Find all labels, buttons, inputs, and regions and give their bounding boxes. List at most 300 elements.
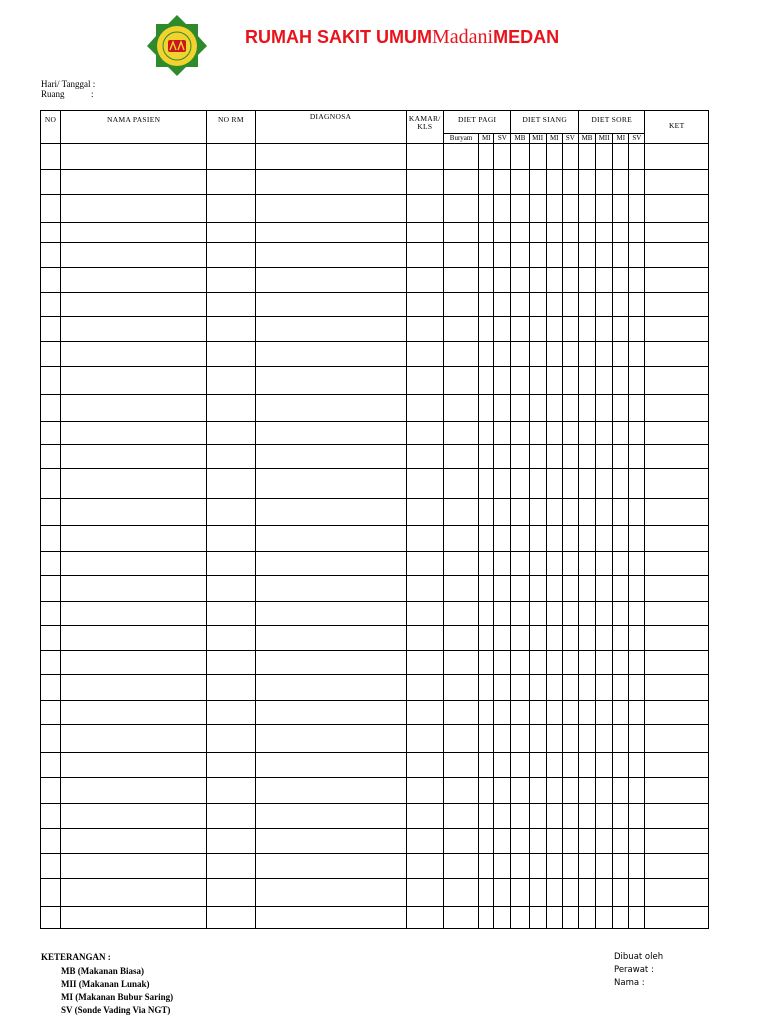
table-cell[interactable] — [629, 576, 645, 602]
table-cell[interactable] — [61, 804, 207, 829]
table-cell[interactable] — [406, 626, 443, 651]
table-cell[interactable] — [406, 367, 443, 395]
table-cell[interactable] — [479, 195, 494, 223]
table-cell[interactable] — [207, 395, 255, 422]
table-cell[interactable] — [645, 445, 709, 469]
table-cell[interactable] — [443, 317, 478, 342]
table-cell[interactable] — [613, 422, 629, 445]
table-cell[interactable] — [596, 778, 613, 804]
table-cell[interactable] — [406, 576, 443, 602]
table-cell[interactable] — [645, 576, 709, 602]
table-cell[interactable] — [578, 854, 595, 879]
table-cell[interactable] — [529, 469, 546, 499]
table-cell[interactable] — [546, 854, 562, 879]
table-cell[interactable] — [255, 576, 406, 602]
table-cell[interactable] — [562, 223, 578, 243]
table-cell[interactable] — [443, 422, 478, 445]
table-cell[interactable] — [529, 395, 546, 422]
table-cell[interactable] — [546, 367, 562, 395]
table-cell[interactable] — [255, 602, 406, 626]
table-cell[interactable] — [578, 243, 595, 268]
table-cell[interactable] — [562, 144, 578, 170]
table-cell[interactable] — [479, 243, 494, 268]
table-cell[interactable] — [546, 243, 562, 268]
table-cell[interactable] — [562, 626, 578, 651]
table-cell[interactable] — [511, 445, 529, 469]
table-cell[interactable] — [494, 268, 511, 293]
table-cell[interactable] — [629, 879, 645, 907]
table-cell[interactable] — [613, 854, 629, 879]
table-cell[interactable] — [529, 753, 546, 778]
table-cell[interactable] — [479, 753, 494, 778]
table-cell[interactable] — [443, 223, 478, 243]
table-cell[interactable] — [406, 778, 443, 804]
table-cell[interactable] — [41, 342, 61, 367]
table-cell[interactable] — [494, 422, 511, 445]
table-cell[interactable] — [479, 725, 494, 753]
table-cell[interactable] — [61, 701, 207, 725]
table-cell[interactable] — [479, 854, 494, 879]
table-cell[interactable] — [443, 626, 478, 651]
table-cell[interactable] — [207, 445, 255, 469]
table-cell[interactable] — [479, 499, 494, 526]
table-cell[interactable] — [207, 576, 255, 602]
table-cell[interactable] — [546, 753, 562, 778]
table-cell[interactable] — [645, 701, 709, 725]
table-cell[interactable] — [479, 701, 494, 725]
table-cell[interactable] — [629, 829, 645, 854]
table-cell[interactable] — [494, 144, 511, 170]
table-cell[interactable] — [562, 499, 578, 526]
table-cell[interactable] — [546, 395, 562, 422]
table-cell[interactable] — [596, 195, 613, 223]
table-cell[interactable] — [494, 651, 511, 675]
table-cell[interactable] — [511, 626, 529, 651]
table-cell[interactable] — [578, 602, 595, 626]
table-cell[interactable] — [41, 602, 61, 626]
table-cell[interactable] — [406, 195, 443, 223]
table-cell[interactable] — [41, 804, 61, 829]
table-cell[interactable] — [613, 701, 629, 725]
table-cell[interactable] — [546, 342, 562, 367]
table-cell[interactable] — [207, 195, 255, 223]
table-cell[interactable] — [207, 144, 255, 170]
table-cell[interactable] — [511, 367, 529, 395]
table-cell[interactable] — [494, 701, 511, 725]
table-cell[interactable] — [562, 753, 578, 778]
table-cell[interactable] — [494, 195, 511, 223]
table-cell[interactable] — [596, 144, 613, 170]
table-cell[interactable] — [406, 469, 443, 499]
table-cell[interactable] — [443, 602, 478, 626]
table-cell[interactable] — [479, 395, 494, 422]
table-cell[interactable] — [546, 144, 562, 170]
table-cell[interactable] — [613, 223, 629, 243]
table-cell[interactable] — [562, 651, 578, 675]
table-cell[interactable] — [511, 829, 529, 854]
table-cell[interactable] — [61, 223, 207, 243]
table-cell[interactable] — [596, 552, 613, 576]
table-cell[interactable] — [41, 243, 61, 268]
table-cell[interactable] — [629, 144, 645, 170]
table-cell[interactable] — [529, 445, 546, 469]
table-cell[interactable] — [479, 675, 494, 701]
table-cell[interactable] — [596, 243, 613, 268]
table-cell[interactable] — [207, 626, 255, 651]
table-cell[interactable] — [613, 526, 629, 552]
table-cell[interactable] — [479, 342, 494, 367]
table-cell[interactable] — [546, 626, 562, 651]
table-cell[interactable] — [629, 907, 645, 929]
table-cell[interactable] — [479, 367, 494, 395]
table-cell[interactable] — [255, 675, 406, 701]
table-cell[interactable] — [255, 651, 406, 675]
table-cell[interactable] — [511, 651, 529, 675]
table-cell[interactable] — [645, 195, 709, 223]
table-cell[interactable] — [406, 445, 443, 469]
table-cell[interactable] — [494, 725, 511, 753]
table-cell[interactable] — [443, 293, 478, 317]
table-cell[interactable] — [629, 317, 645, 342]
table-cell[interactable] — [562, 317, 578, 342]
table-cell[interactable] — [406, 725, 443, 753]
table-cell[interactable] — [443, 195, 478, 223]
table-cell[interactable] — [511, 268, 529, 293]
table-cell[interactable] — [629, 701, 645, 725]
table-cell[interactable] — [578, 268, 595, 293]
table-cell[interactable] — [61, 342, 207, 367]
table-cell[interactable] — [546, 804, 562, 829]
table-cell[interactable] — [511, 879, 529, 907]
table-cell[interactable] — [529, 829, 546, 854]
table-cell[interactable] — [562, 469, 578, 499]
table-cell[interactable] — [529, 854, 546, 879]
table-cell[interactable] — [529, 675, 546, 701]
table-cell[interactable] — [406, 675, 443, 701]
table-cell[interactable] — [613, 469, 629, 499]
table-cell[interactable] — [494, 552, 511, 576]
table-cell[interactable] — [41, 144, 61, 170]
table-cell[interactable] — [255, 243, 406, 268]
table-cell[interactable] — [479, 778, 494, 804]
table-cell[interactable] — [578, 422, 595, 445]
table-cell[interactable] — [406, 829, 443, 854]
table-cell[interactable] — [546, 293, 562, 317]
table-cell[interactable] — [41, 701, 61, 725]
table-cell[interactable] — [479, 469, 494, 499]
table-cell[interactable] — [207, 675, 255, 701]
table-cell[interactable] — [207, 422, 255, 445]
table-cell[interactable] — [529, 778, 546, 804]
table-cell[interactable] — [529, 195, 546, 223]
table-cell[interactable] — [511, 778, 529, 804]
table-cell[interactable] — [61, 602, 207, 626]
table-cell[interactable] — [479, 651, 494, 675]
table-cell[interactable] — [255, 293, 406, 317]
table-cell[interactable] — [629, 170, 645, 195]
table-cell[interactable] — [645, 223, 709, 243]
table-cell[interactable] — [494, 907, 511, 929]
table-cell[interactable] — [406, 753, 443, 778]
table-cell[interactable] — [494, 804, 511, 829]
table-cell[interactable] — [562, 195, 578, 223]
table-cell[interactable] — [529, 701, 546, 725]
table-cell[interactable] — [255, 469, 406, 499]
table-cell[interactable] — [613, 675, 629, 701]
table-cell[interactable] — [61, 243, 207, 268]
table-cell[interactable] — [255, 829, 406, 854]
table-cell[interactable] — [578, 445, 595, 469]
table-cell[interactable] — [494, 469, 511, 499]
table-cell[interactable] — [479, 907, 494, 929]
table-cell[interactable] — [511, 293, 529, 317]
table-cell[interactable] — [494, 499, 511, 526]
table-cell[interactable] — [207, 778, 255, 804]
table-cell[interactable] — [255, 342, 406, 367]
table-cell[interactable] — [406, 701, 443, 725]
table-cell[interactable] — [41, 576, 61, 602]
table-cell[interactable] — [479, 293, 494, 317]
table-cell[interactable] — [613, 342, 629, 367]
table-cell[interactable] — [443, 701, 478, 725]
table-cell[interactable] — [255, 552, 406, 576]
table-cell[interactable] — [613, 445, 629, 469]
table-cell[interactable] — [613, 907, 629, 929]
table-cell[interactable] — [479, 804, 494, 829]
table-cell[interactable] — [406, 144, 443, 170]
table-cell[interactable] — [255, 526, 406, 552]
table-cell[interactable] — [529, 626, 546, 651]
table-cell[interactable] — [596, 367, 613, 395]
table-cell[interactable] — [529, 293, 546, 317]
table-cell[interactable] — [546, 907, 562, 929]
table-cell[interactable] — [443, 342, 478, 367]
table-cell[interactable] — [613, 651, 629, 675]
table-cell[interactable] — [562, 829, 578, 854]
table-cell[interactable] — [511, 342, 529, 367]
table-cell[interactable] — [511, 499, 529, 526]
table-cell[interactable] — [645, 144, 709, 170]
table-cell[interactable] — [511, 907, 529, 929]
table-cell[interactable] — [41, 907, 61, 929]
table-cell[interactable] — [511, 576, 529, 602]
table-cell[interactable] — [529, 268, 546, 293]
table-cell[interactable] — [645, 317, 709, 342]
table-cell[interactable] — [443, 243, 478, 268]
table-cell[interactable] — [255, 170, 406, 195]
table-cell[interactable] — [207, 223, 255, 243]
table-cell[interactable] — [562, 293, 578, 317]
table-cell[interactable] — [578, 804, 595, 829]
table-cell[interactable] — [596, 804, 613, 829]
table-cell[interactable] — [255, 778, 406, 804]
table-cell[interactable] — [629, 367, 645, 395]
table-cell[interactable] — [443, 144, 478, 170]
table-cell[interactable] — [629, 526, 645, 552]
table-cell[interactable] — [207, 293, 255, 317]
table-cell[interactable] — [207, 367, 255, 395]
table-cell[interactable] — [255, 445, 406, 469]
table-cell[interactable] — [255, 701, 406, 725]
table-cell[interactable] — [578, 170, 595, 195]
table-cell[interactable] — [443, 907, 478, 929]
table-cell[interactable] — [645, 804, 709, 829]
table-cell[interactable] — [578, 576, 595, 602]
table-cell[interactable] — [613, 170, 629, 195]
table-cell[interactable] — [494, 829, 511, 854]
table-cell[interactable] — [645, 907, 709, 929]
table-cell[interactable] — [207, 854, 255, 879]
table-cell[interactable] — [255, 854, 406, 879]
table-cell[interactable] — [207, 469, 255, 499]
table-cell[interactable] — [479, 879, 494, 907]
table-cell[interactable] — [596, 170, 613, 195]
table-cell[interactable] — [596, 675, 613, 701]
table-cell[interactable] — [61, 854, 207, 879]
table-cell[interactable] — [546, 675, 562, 701]
table-cell[interactable] — [41, 651, 61, 675]
table-cell[interactable] — [61, 469, 207, 499]
table-cell[interactable] — [529, 907, 546, 929]
table-cell[interactable] — [578, 367, 595, 395]
table-cell[interactable] — [596, 445, 613, 469]
table-cell[interactable] — [511, 526, 529, 552]
table-cell[interactable] — [645, 367, 709, 395]
table-cell[interactable] — [494, 778, 511, 804]
table-cell[interactable] — [596, 602, 613, 626]
table-cell[interactable] — [255, 879, 406, 907]
table-cell[interactable] — [596, 753, 613, 778]
table-cell[interactable] — [562, 804, 578, 829]
table-cell[interactable] — [596, 907, 613, 929]
table-cell[interactable] — [479, 223, 494, 243]
table-cell[interactable] — [479, 445, 494, 469]
table-cell[interactable] — [511, 675, 529, 701]
table-cell[interactable] — [406, 879, 443, 907]
table-cell[interactable] — [494, 223, 511, 243]
table-cell[interactable] — [613, 395, 629, 422]
table-cell[interactable] — [562, 342, 578, 367]
table-cell[interactable] — [613, 879, 629, 907]
table-cell[interactable] — [578, 675, 595, 701]
table-cell[interactable] — [529, 144, 546, 170]
table-cell[interactable] — [562, 576, 578, 602]
table-cell[interactable] — [479, 829, 494, 854]
table-cell[interactable] — [255, 422, 406, 445]
table-cell[interactable] — [41, 317, 61, 342]
table-cell[interactable] — [511, 602, 529, 626]
table-cell[interactable] — [479, 602, 494, 626]
table-cell[interactable] — [629, 243, 645, 268]
table-cell[interactable] — [406, 499, 443, 526]
table-cell[interactable] — [511, 469, 529, 499]
table-cell[interactable] — [562, 268, 578, 293]
table-cell[interactable] — [578, 907, 595, 929]
table-cell[interactable] — [629, 778, 645, 804]
table-cell[interactable] — [255, 268, 406, 293]
table-cell[interactable] — [511, 854, 529, 879]
table-cell[interactable] — [255, 499, 406, 526]
table-cell[interactable] — [207, 602, 255, 626]
table-cell[interactable] — [61, 778, 207, 804]
table-cell[interactable] — [479, 576, 494, 602]
table-cell[interactable] — [61, 879, 207, 907]
table-cell[interactable] — [511, 753, 529, 778]
table-cell[interactable] — [578, 317, 595, 342]
table-cell[interactable] — [479, 317, 494, 342]
table-cell[interactable] — [529, 243, 546, 268]
table-cell[interactable] — [406, 342, 443, 367]
table-cell[interactable] — [41, 725, 61, 753]
table-cell[interactable] — [613, 626, 629, 651]
table-cell[interactable] — [511, 195, 529, 223]
table-cell[interactable] — [61, 445, 207, 469]
table-cell[interactable] — [629, 195, 645, 223]
table-cell[interactable] — [255, 753, 406, 778]
table-cell[interactable] — [41, 675, 61, 701]
table-cell[interactable] — [596, 223, 613, 243]
table-cell[interactable] — [207, 829, 255, 854]
table-cell[interactable] — [61, 144, 207, 170]
table-cell[interactable] — [629, 552, 645, 576]
table-cell[interactable] — [511, 552, 529, 576]
table-cell[interactable] — [406, 268, 443, 293]
table-cell[interactable] — [613, 829, 629, 854]
table-cell[interactable] — [645, 170, 709, 195]
table-cell[interactable] — [443, 367, 478, 395]
table-cell[interactable] — [406, 552, 443, 576]
table-cell[interactable] — [629, 675, 645, 701]
table-cell[interactable] — [613, 753, 629, 778]
table-cell[interactable] — [645, 626, 709, 651]
table-cell[interactable] — [443, 445, 478, 469]
table-cell[interactable] — [494, 317, 511, 342]
table-cell[interactable] — [546, 829, 562, 854]
table-cell[interactable] — [494, 854, 511, 879]
table-cell[interactable] — [629, 223, 645, 243]
table-cell[interactable] — [443, 725, 478, 753]
table-cell[interactable] — [61, 170, 207, 195]
table-cell[interactable] — [41, 223, 61, 243]
table-cell[interactable] — [41, 445, 61, 469]
table-cell[interactable] — [578, 526, 595, 552]
table-cell[interactable] — [207, 552, 255, 576]
table-cell[interactable] — [645, 293, 709, 317]
table-cell[interactable] — [61, 675, 207, 701]
table-cell[interactable] — [255, 223, 406, 243]
table-cell[interactable] — [546, 469, 562, 499]
table-cell[interactable] — [479, 268, 494, 293]
table-cell[interactable] — [546, 552, 562, 576]
table-cell[interactable] — [613, 602, 629, 626]
table-cell[interactable] — [578, 778, 595, 804]
table-cell[interactable] — [207, 725, 255, 753]
table-cell[interactable] — [645, 499, 709, 526]
table-cell[interactable] — [578, 342, 595, 367]
table-cell[interactable] — [443, 268, 478, 293]
table-cell[interactable] — [443, 854, 478, 879]
table-cell[interactable] — [61, 293, 207, 317]
table-cell[interactable] — [255, 144, 406, 170]
table-cell[interactable] — [529, 342, 546, 367]
table-cell[interactable] — [443, 526, 478, 552]
table-cell[interactable] — [546, 317, 562, 342]
table-cell[interactable] — [613, 317, 629, 342]
table-cell[interactable] — [562, 854, 578, 879]
table-cell[interactable] — [562, 675, 578, 701]
table-cell[interactable] — [41, 499, 61, 526]
table-cell[interactable] — [511, 422, 529, 445]
